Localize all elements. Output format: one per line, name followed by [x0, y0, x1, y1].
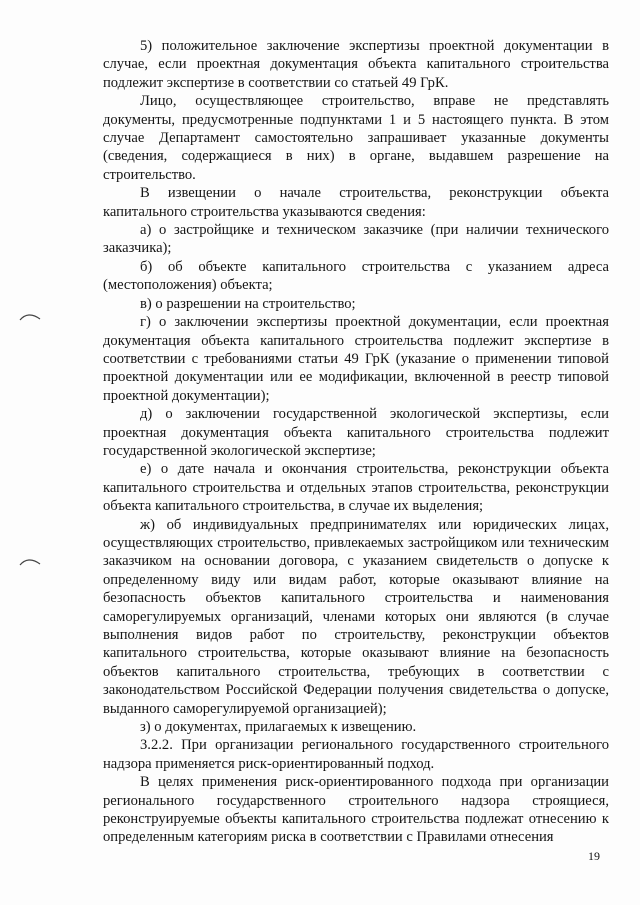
scan-margin-mark-icon	[18, 555, 42, 571]
list-item-a: а) о застройщике и техническом заказчике (при наличии технического заказчика);	[103, 222, 609, 257]
list-item-b: б) об объекте капитального строительства с указанием адреса (местоположения) объекта;	[103, 258, 609, 294]
list-item-z: з) о документах, прилагаемых к извещению.	[140, 719, 417, 736]
paragraph-risk-approach: В целях применения риск-ориентированного подхода при организации регионального государственного строительного надзора строящиеся, реконструируемые объекты капитального строительства подлежат отнесению к определенным категориям риска в соответствии с Правилами отнесения	[103, 774, 609, 846]
list-item-zh: ж) об индивидуальных предпринимателях или юридических лицах, осуществляющих строительство, привлекаемых застройщиком или техническим заказчиком на основании договора, с указанием свидетельств о допуске к определенному виду или видам работ, которые оказывают влияние на безопасность объектов капитального строительства и наименования саморегулируемых организаций, членами которых они являются (в случае выполнения видов работ по строительству, реконструкции объектов капитального строительства, которые оказывают влияние на безопасность объектов капитального строительства, требующих в соответствии с законодательством Российской Федерации получения свидетельства о допуске, выданного саморегулируемой организацией);	[103, 516, 609, 717]
section-3-2-2: 3.2.2. При организации регионального государственного строительного надзора применяется риск-ориентированный подход.	[103, 737, 609, 772]
paragraph-rights: Лицо, осуществляющее строительство, вправе не представлять документы, предусмотренные подпунктами 1 и 5 настоящего пункта. В этом случае Департамент самостоятельно запрашивает указанные документы (сведения, содержащиеся в них) в органе, выдавшем разрешение на строительство.	[103, 93, 609, 183]
scan-margin-mark-icon	[18, 310, 42, 326]
list-item-v: в) о разрешении на строительство;	[140, 295, 356, 312]
paragraph-item-5: 5) положительное заключение экспертизы проектной документации в случае, если проектная документация объекта капитального строительства подлежит экспертизе в соответствии со статьей 49 ГрК.	[103, 38, 609, 91]
page-number: 19	[588, 849, 600, 863]
list-item-d: д) о заключении государственной экологической экспертизы, если проектная документация объекта капитального строительства подлежит государственной экологической экспертизе;	[103, 406, 609, 459]
document-body	[103, 37, 609, 847]
paragraph-notice-intro: В извещении о начале строительства, реконструкции объекта капитального строительства указываются сведения:	[103, 185, 609, 220]
list-item-e: е) о дате начала и окончания строительства, реконструкции объекта капитального строительства и отдельных этапов строительства, реконструкции объекта капитального строительства, в случае их выделения;	[103, 461, 609, 515]
list-item-g: г) о заключении экспертизы проектной документации, если проектная документация объекта капитального строительства подлежит экспертизе в соответствии с требованиями статьи 49 ГрК (указание о применении типовой проектной документации или ее модификации, включенной в реестр типовой проектной документации);	[103, 314, 609, 404]
